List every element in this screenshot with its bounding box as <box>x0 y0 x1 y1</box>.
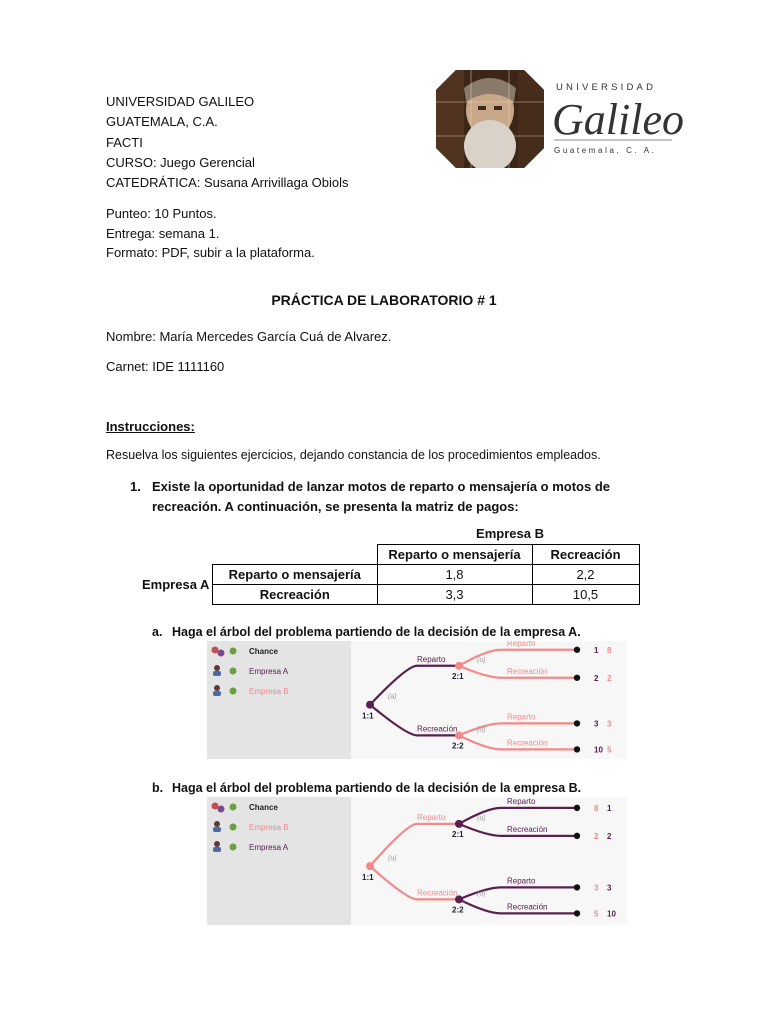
part-label: a. <box>152 625 163 639</box>
legend-panel <box>207 641 351 759</box>
header-line: UNIVERSIDAD GALILEO <box>106 94 255 109</box>
player-icon <box>213 827 221 832</box>
node-label: 2:1 <box>452 829 464 839</box>
part-text: Haga el árbol del problema partiendo de la decisión de la empresa B. <box>172 781 582 795</box>
question-number: 1. <box>130 479 141 494</box>
probability-hint: (u) <box>477 656 486 664</box>
player-icon <box>230 804 237 811</box>
row-group-label: Empresa A <box>142 577 210 592</box>
payoff-first: 5 <box>594 909 599 919</box>
node-label: 2:1 <box>452 671 464 681</box>
branch-label: Reparto <box>507 797 536 806</box>
chance-icon <box>218 806 225 813</box>
root-node <box>366 862 374 870</box>
payoff-first: 2 <box>594 831 599 841</box>
payoff-first: 1 <box>594 645 599 655</box>
branch-label: Recreación <box>507 666 548 676</box>
node-label: 2:2 <box>452 741 464 751</box>
page-title: PRÁCTICA DE LABORATORIO # 1 <box>271 292 497 308</box>
payoff-first: 8 <box>594 803 599 813</box>
meta-line: Formato: PDF, subir a la plataforma. <box>106 245 315 260</box>
assignment-meta <box>106 204 315 263</box>
node-label: 2:2 <box>452 905 464 915</box>
player-icon <box>214 685 220 691</box>
player-icon <box>213 671 221 676</box>
probability-hint: (u) <box>477 814 486 822</box>
player-icon <box>230 844 237 851</box>
payoff-first: 3 <box>594 719 599 729</box>
table-row <box>213 565 640 585</box>
header-line: CURSO: Juego Gerencial <box>106 154 255 170</box>
question-text: Existe la oportunidad de lanzar motos de reparto o mensajería o motos de recreación. A continuación, se presenta la matriz de pagos: <box>152 479 610 514</box>
student-name: Nombre: María Mercedes García Cuá de Alvarez. <box>106 329 392 344</box>
chance-icon <box>212 803 219 810</box>
branch-label: Reparto <box>417 812 446 822</box>
payoff-first: 3 <box>594 883 599 893</box>
probability-hint: (a) <box>388 693 397 701</box>
meta-line: Entrega: semana 1. <box>106 225 220 241</box>
terminal-node <box>574 746 580 752</box>
part-text: Haga el árbol del problema partiendo de la decisión de la empresa A. <box>172 625 581 639</box>
part-b-heading <box>152 781 581 795</box>
branch-label: Reparto <box>507 876 536 886</box>
header-line: FACTI <box>106 134 143 150</box>
decision-node <box>455 662 463 670</box>
player-icon <box>230 648 237 655</box>
decision-node <box>455 820 463 828</box>
node-label: 1:1 <box>362 711 374 721</box>
chance-icon <box>212 647 219 654</box>
player-icon <box>214 665 220 671</box>
decision-node <box>455 895 463 903</box>
part-label: b. <box>152 781 164 795</box>
branch-label: Recreación <box>507 902 548 912</box>
chance-icon <box>218 650 225 657</box>
payoff-table <box>212 544 640 605</box>
payoff-second: 5 <box>607 745 612 755</box>
payoff-second: 3 <box>607 719 612 729</box>
root-node <box>366 701 374 709</box>
table-cell: 2,2 <box>532 565 639 585</box>
payoff-second: 3 <box>607 883 612 893</box>
branch-label: Recreación <box>417 724 458 734</box>
node-label: 1:1 <box>362 873 374 883</box>
payoff-second: 10 <box>607 909 616 919</box>
game-tree-b <box>207 797 627 925</box>
payoff-first: 2 <box>594 673 599 683</box>
institution-header <box>106 92 349 193</box>
university-logo <box>434 68 684 172</box>
probability-hint: (u) <box>388 855 397 863</box>
terminal-node <box>574 833 580 839</box>
row-header: Recreación <box>213 585 378 605</box>
table-cell: 10,5 <box>532 585 639 605</box>
instructions-heading: Instrucciones: <box>106 419 195 434</box>
player-icon <box>214 821 220 827</box>
legend-label: Empresa A <box>249 843 289 852</box>
payoff-second: 2 <box>607 831 612 841</box>
player-icon <box>214 841 220 847</box>
player-icon <box>213 691 221 696</box>
part-a-heading <box>152 625 581 639</box>
header-line: GUATEMALA, C.A. <box>106 114 218 130</box>
legend-label: Empresa B <box>249 687 289 696</box>
branch-label: Reparto <box>417 654 446 664</box>
header-line: CATEDRÁTICA: Susana Arrivillaga Obiols <box>106 175 349 191</box>
portrait-icon <box>434 68 548 172</box>
payoff-first: 10 <box>594 745 603 755</box>
payoff-second: 8 <box>607 645 612 655</box>
terminal-node <box>574 720 580 726</box>
logo-sub-text: Guatemala, C. A. <box>554 146 657 155</box>
instructions-text: Resuelva los siguientes ejercicios, dejando constancia de los procedimientos empleados. <box>106 448 601 462</box>
payoff-second: 2 <box>607 673 612 683</box>
legend-panel <box>207 797 351 925</box>
table-cell: 1,8 <box>377 565 532 585</box>
terminal-node <box>574 805 580 811</box>
col-group-label: Empresa B <box>476 526 544 541</box>
game-tree-a <box>207 641 627 759</box>
branch-label: Recreación <box>507 824 548 834</box>
terminal-node <box>574 884 580 890</box>
col-header: Recreación <box>532 545 639 565</box>
terminal-node <box>574 675 580 681</box>
branch-label: Recreación <box>417 888 458 898</box>
terminal-node <box>574 910 580 916</box>
row-header: Reparto o mensajería <box>213 565 378 585</box>
terminal-node <box>574 647 580 653</box>
player-icon <box>230 824 237 831</box>
meta-line: Punteo: 10 Puntos. <box>106 206 217 221</box>
student-carnet: Carnet: IDE 1111160 <box>106 359 225 374</box>
table-cell: 3,3 <box>377 585 532 605</box>
table-row <box>213 545 640 565</box>
table-row <box>213 585 640 605</box>
branch-label: Recreación <box>507 738 548 748</box>
branch-label: Reparto <box>507 641 536 648</box>
legend-label: Chance <box>249 803 278 812</box>
decision-node <box>455 731 463 739</box>
logo-main-text: Galileo <box>552 95 684 144</box>
legend-label: Empresa B <box>249 823 289 832</box>
probability-hint: (u) <box>477 890 486 898</box>
logo-top-text: UNIVERSIDAD <box>556 82 657 93</box>
branch-label: Reparto <box>507 712 536 722</box>
probability-hint: (u) <box>477 726 486 734</box>
legend-label: Empresa A <box>249 667 289 676</box>
payoff-second: 1 <box>607 803 612 813</box>
player-icon <box>230 688 237 695</box>
player-icon <box>230 668 237 675</box>
player-icon <box>213 847 221 852</box>
legend-label: Chance <box>249 647 278 656</box>
col-header: Reparto o mensajería <box>377 545 532 565</box>
